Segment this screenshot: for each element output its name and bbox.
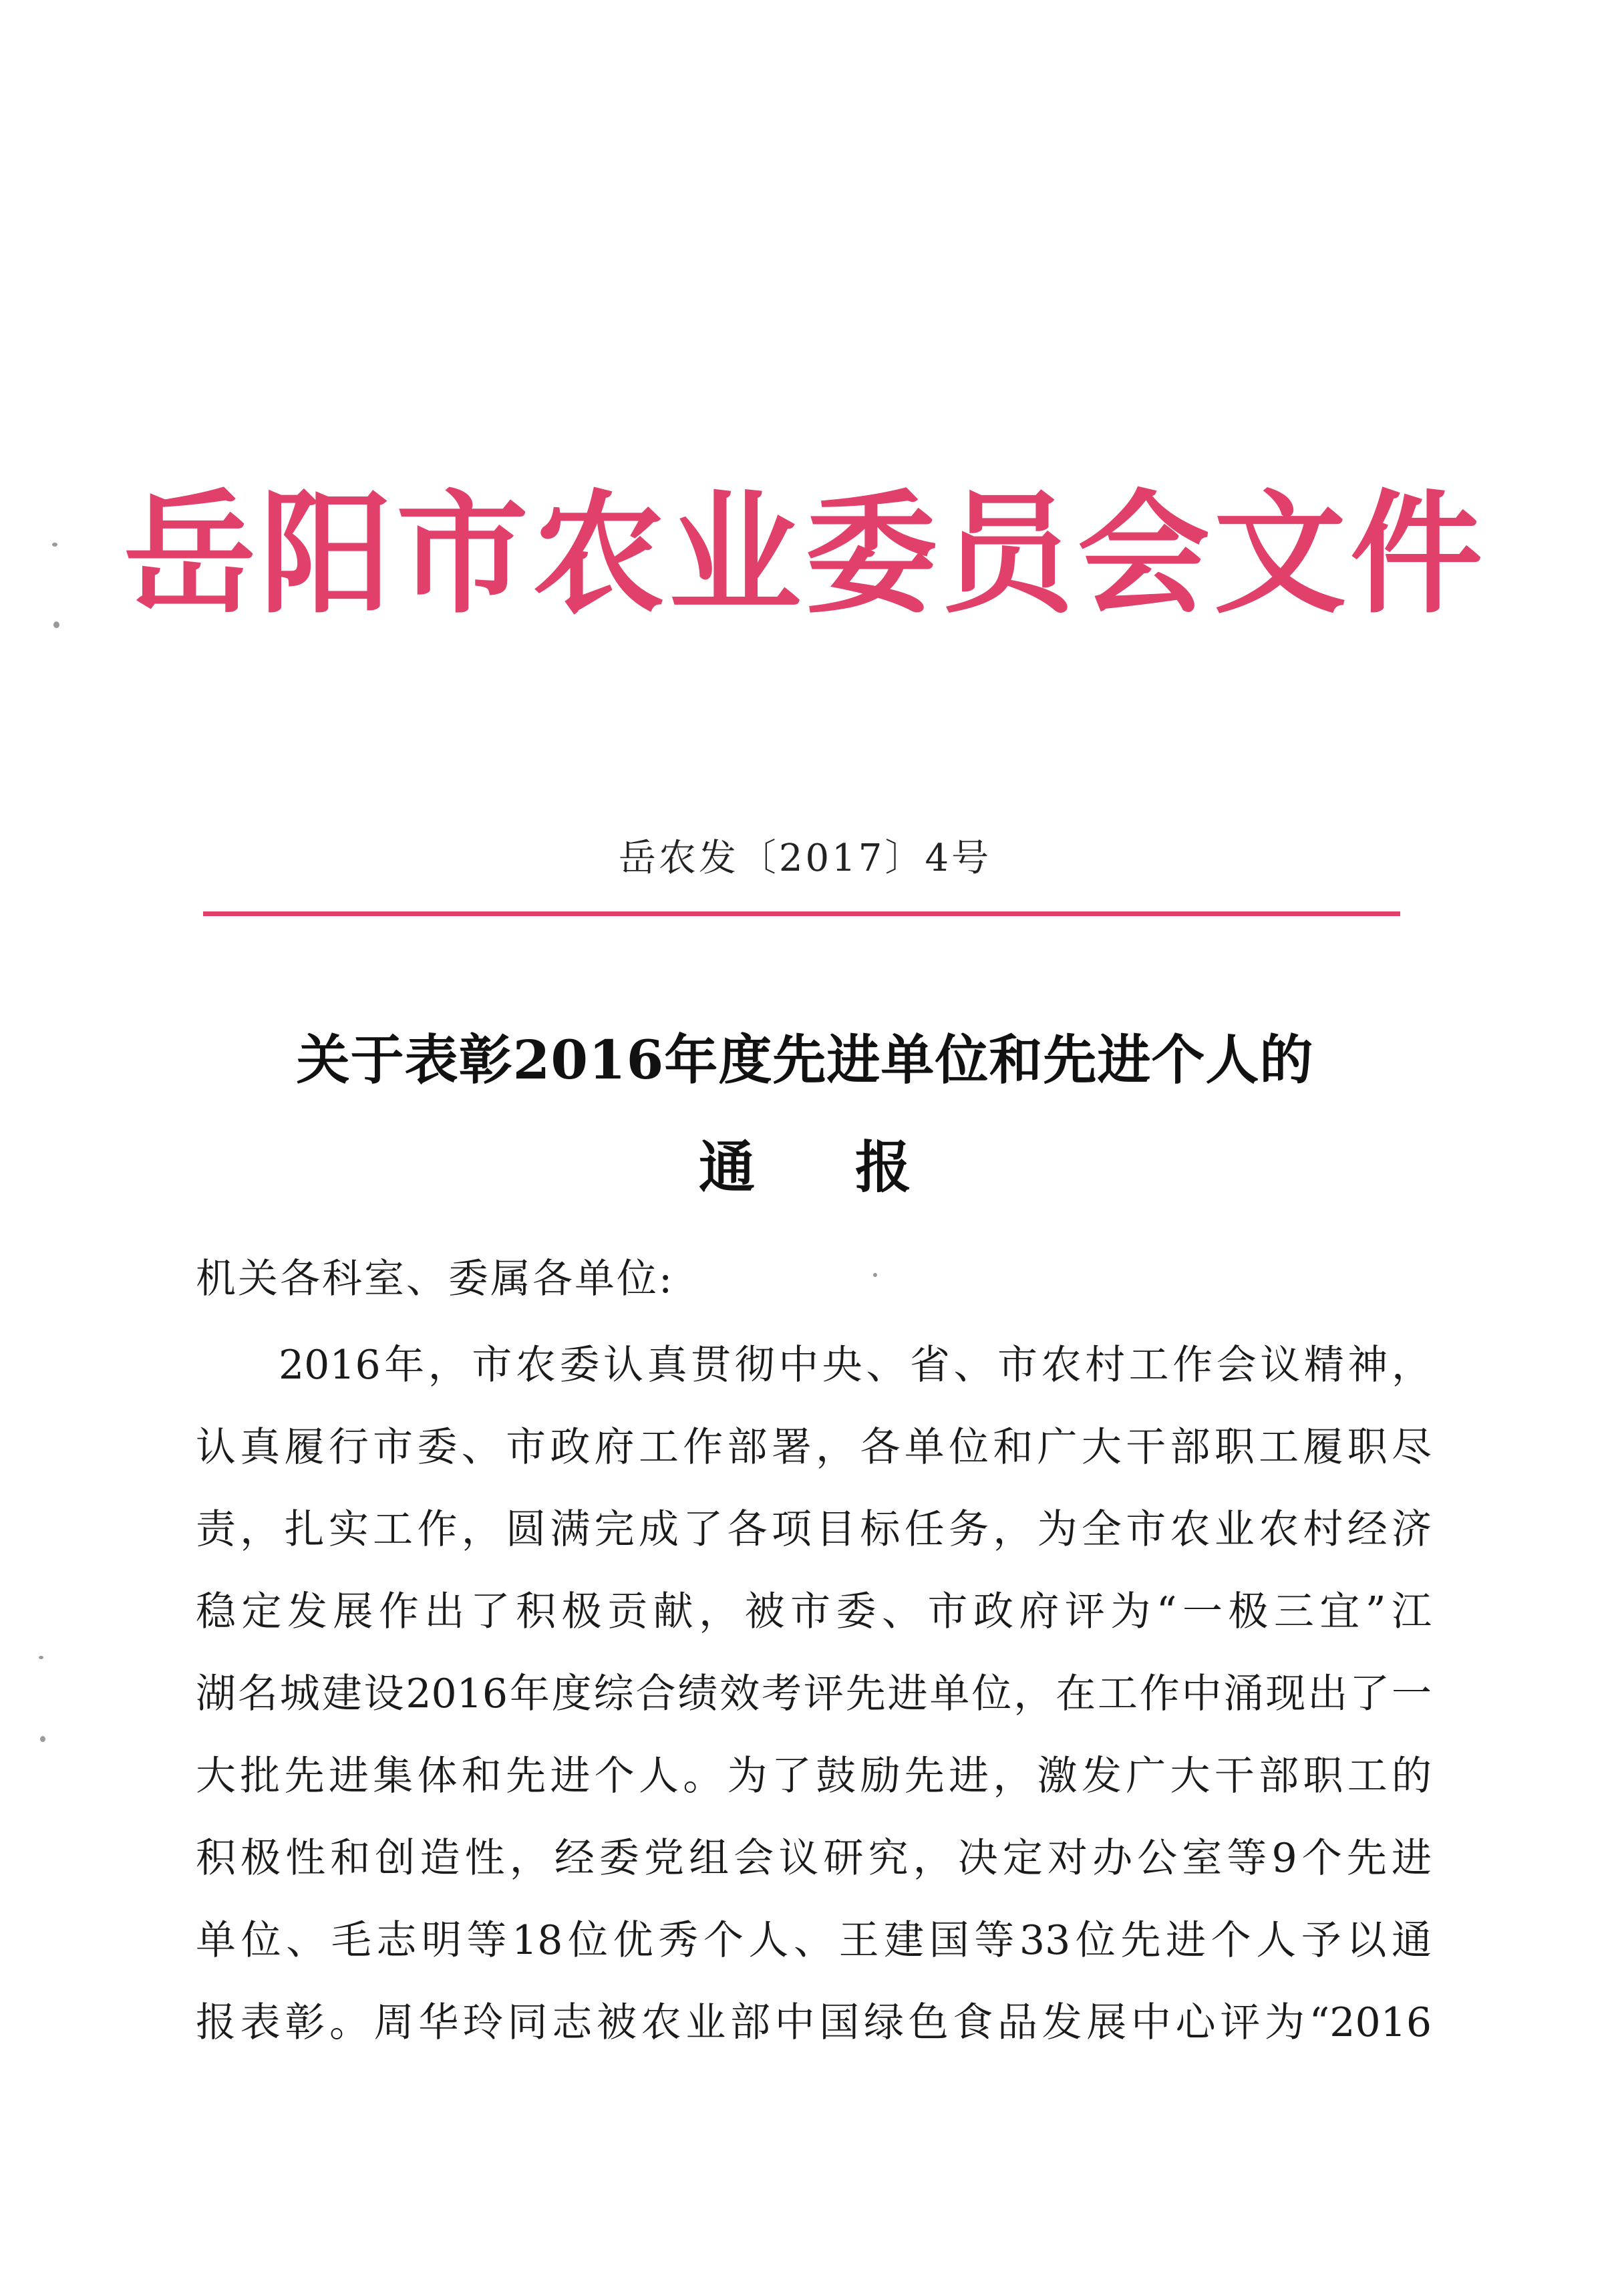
scan-speck (873, 1273, 877, 1277)
scan-speck (39, 1656, 43, 1659)
body-line: 大批先进集体和先进个人。为了鼓励先进，激发广大干部职工的 (196, 1753, 1432, 1800)
scan-speck (52, 543, 57, 547)
notice-title-suffix: 通报 (698, 1134, 1011, 1200)
notice-title: 关于表彰2016年度先进单位和先进个人的 (296, 1028, 1314, 1091)
body-text (196, 1324, 1432, 2064)
body-line: 积极性和创造性，经委党组会议研究，决定对办公室等9个先进 (196, 1835, 1432, 1882)
body-line: 报表彰。周华玲同志被农业部中国绿色食品发展中心评为“2016 (196, 1999, 1432, 2046)
scan-speck (40, 1736, 45, 1742)
body-line: 湖名城建设2016年度综合绩效考评先进单位，在工作中涌现出了一 (196, 1671, 1432, 1717)
salutation: 机关各科室、委属各单位: (196, 1256, 675, 1302)
masthead-title: 岳阳市农业委员会文件 (124, 476, 1486, 631)
body-line: 2016年，市农委认真贯彻中央、省、市农村工作会议精神， (279, 1342, 1432, 1389)
red-divider-rule (203, 911, 1400, 916)
body-line: 责，扎实工作，圆满完成了各项目标任务，为全市农业农村经济 (196, 1506, 1432, 1553)
body-line: 单位、毛志明等18位优秀个人、王建国等33位先进个人予以通 (196, 1917, 1432, 1964)
scan-speck (53, 621, 59, 628)
document-number: 岳农发〔2017〕4号 (618, 837, 992, 880)
body-line: 稳定发展作出了积极贡献，被市委、市政府评为“一极三宜”江 (196, 1588, 1432, 1635)
body-line: 认真履行市委、市政府工作部署，各单位和广大干部职工履职尽 (196, 1424, 1432, 1471)
